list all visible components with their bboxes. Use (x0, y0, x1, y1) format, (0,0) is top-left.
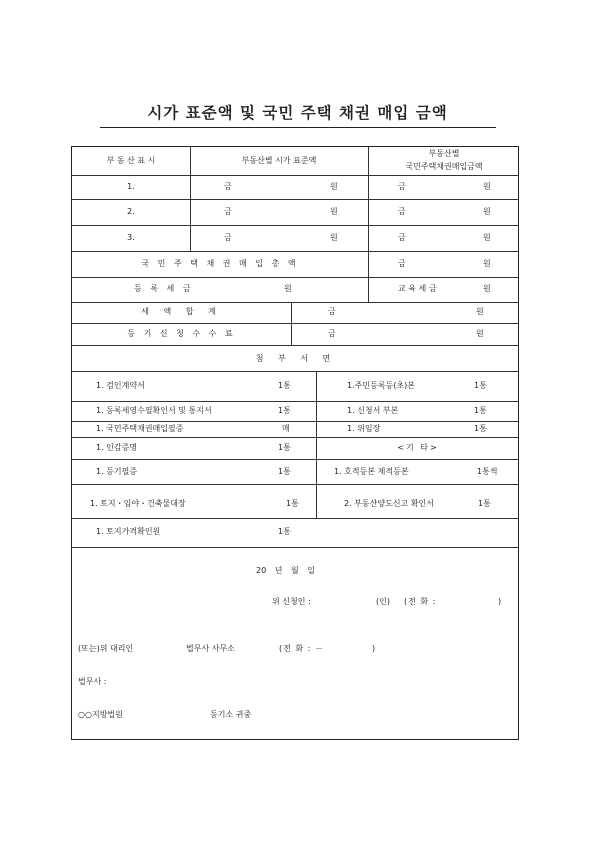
row-number: 2. (127, 207, 135, 216)
applicant-label: 위 신청인 : (272, 597, 311, 606)
agent-label: (또는)위 대리인 (78, 644, 134, 653)
bond-total-label: 국 민 주 택 채 권 매 입 총 액 (141, 259, 299, 268)
row-number: 1. (127, 182, 135, 191)
divider (72, 518, 518, 519)
divider (72, 421, 518, 422)
divider (72, 459, 518, 460)
edu-tax-label: 교 육 세 금 (398, 284, 437, 293)
attachment-count: 1통 (286, 499, 299, 508)
attachment-count: 1통 (278, 527, 291, 536)
attachment-item: 1. 국민주택채권매입필증 (96, 424, 184, 433)
attachment-item: 1. 신청서 부본 (347, 406, 399, 415)
attachment-count: 1통 (278, 443, 291, 452)
other-section-label: <기 타> (397, 443, 439, 452)
header-bond-line1: 부동산별 (428, 149, 460, 158)
divider (72, 547, 518, 548)
tax-total-amount: 금 (328, 307, 336, 316)
attachment-item: 1. 검인계약서 (96, 381, 145, 390)
row-bond-label: 금 (398, 207, 406, 216)
attachment-item: 1. 등록세영수필확인서 및 통지서 (96, 406, 212, 415)
seal-mark: (인) (376, 597, 390, 606)
divider (72, 175, 518, 176)
divider (72, 199, 518, 200)
fee-unit: 원 (476, 329, 484, 338)
attachment-item: 1. 토지가격확인원 (96, 527, 161, 536)
application-form (71, 146, 519, 740)
divider (72, 345, 518, 346)
attachment-count: 1통 (278, 381, 291, 390)
attachment-count: 매 (282, 424, 290, 433)
applicant-phone: (전 화 : (404, 597, 437, 606)
law-office-label: 법무사 사무소 (186, 644, 235, 653)
attachment-item: 1. 등기필증 (96, 467, 138, 476)
divider (72, 484, 518, 485)
tax-total-label: 세 액 합 계 (141, 307, 222, 316)
row-bond-unit: 원 (483, 207, 491, 216)
reg-tax-unit: 원 (284, 284, 292, 293)
row-amount-label: 금 (224, 233, 232, 242)
attachment-count: 1통 (474, 424, 487, 433)
divider (72, 401, 518, 402)
page-title: 시가 표준액 및 국민 주택 채권 매입 금액 (147, 104, 448, 122)
attachment-count: 1통 (474, 381, 487, 390)
attachment-count: 1통 (278, 406, 291, 415)
row-bond-unit: 원 (483, 182, 491, 191)
attachment-count: 1통 (474, 406, 487, 415)
applicant-phone-end: ) (498, 597, 502, 606)
row-unit: 원 (330, 207, 338, 216)
bond-total-amount: 금 (398, 259, 406, 268)
court-name: ○○지방법원 (78, 710, 123, 719)
divider (72, 302, 518, 303)
divider (72, 371, 518, 372)
attachment-count: 1통 (278, 467, 291, 476)
attachment-item: 1. 호적등본 제적등본 (334, 467, 409, 476)
attachment-count: 1통씩 (477, 467, 498, 476)
row-amount-label: 금 (224, 207, 232, 216)
divider (72, 323, 518, 324)
attachment-item: 1. 토지・임야・건축물대장 (90, 499, 186, 508)
header-bond-line2: 국민주택채권매입금액 (405, 162, 483, 171)
bond-total-unit: 원 (483, 259, 491, 268)
registry-office: 등기소 귀중 (210, 710, 252, 719)
attachment-item: 1.주민등록등(초)본 (347, 381, 415, 390)
row-amount-label: 금 (224, 182, 232, 191)
fee-amount: 금 (328, 329, 336, 338)
agent-phone-end: ) (372, 644, 376, 653)
divider (291, 302, 292, 346)
tax-total-unit: 원 (476, 307, 484, 316)
attachment-item: 1. 인감증명 (96, 443, 138, 452)
row-unit: 원 (330, 233, 338, 242)
row-unit: 원 (330, 182, 338, 191)
fee-label: 등 기 신 청 수 수 료 (127, 329, 236, 338)
attachment-item: 2. 부동산양도신고 확인서 (344, 499, 434, 508)
application-date: 20 년 월 일 (256, 566, 315, 575)
attachments-title: 첨 부 서 면 (255, 354, 337, 363)
divider (72, 251, 518, 252)
row-bond-label: 금 (398, 233, 406, 242)
header-standard-price: 부동산별 시가 표준액 (241, 156, 317, 165)
divider (72, 225, 518, 226)
divider (72, 437, 518, 438)
attachment-count: 1통 (478, 499, 491, 508)
header-property: 부 동 산 표 시 (106, 156, 156, 165)
lawyer-label: 법무사 : (78, 677, 107, 686)
row-number: 3. (127, 233, 135, 242)
row-bond-unit: 원 (483, 233, 491, 242)
divider (72, 277, 518, 278)
edu-tax-unit: 원 (483, 284, 491, 293)
reg-tax-label: 등 록 세 금 (134, 284, 194, 293)
row-bond-label: 금 (398, 182, 406, 191)
title-underline (100, 127, 496, 128)
agent-phone: (전 화 : － (279, 644, 324, 653)
attachment-item: 1. 위임장 (347, 424, 381, 433)
